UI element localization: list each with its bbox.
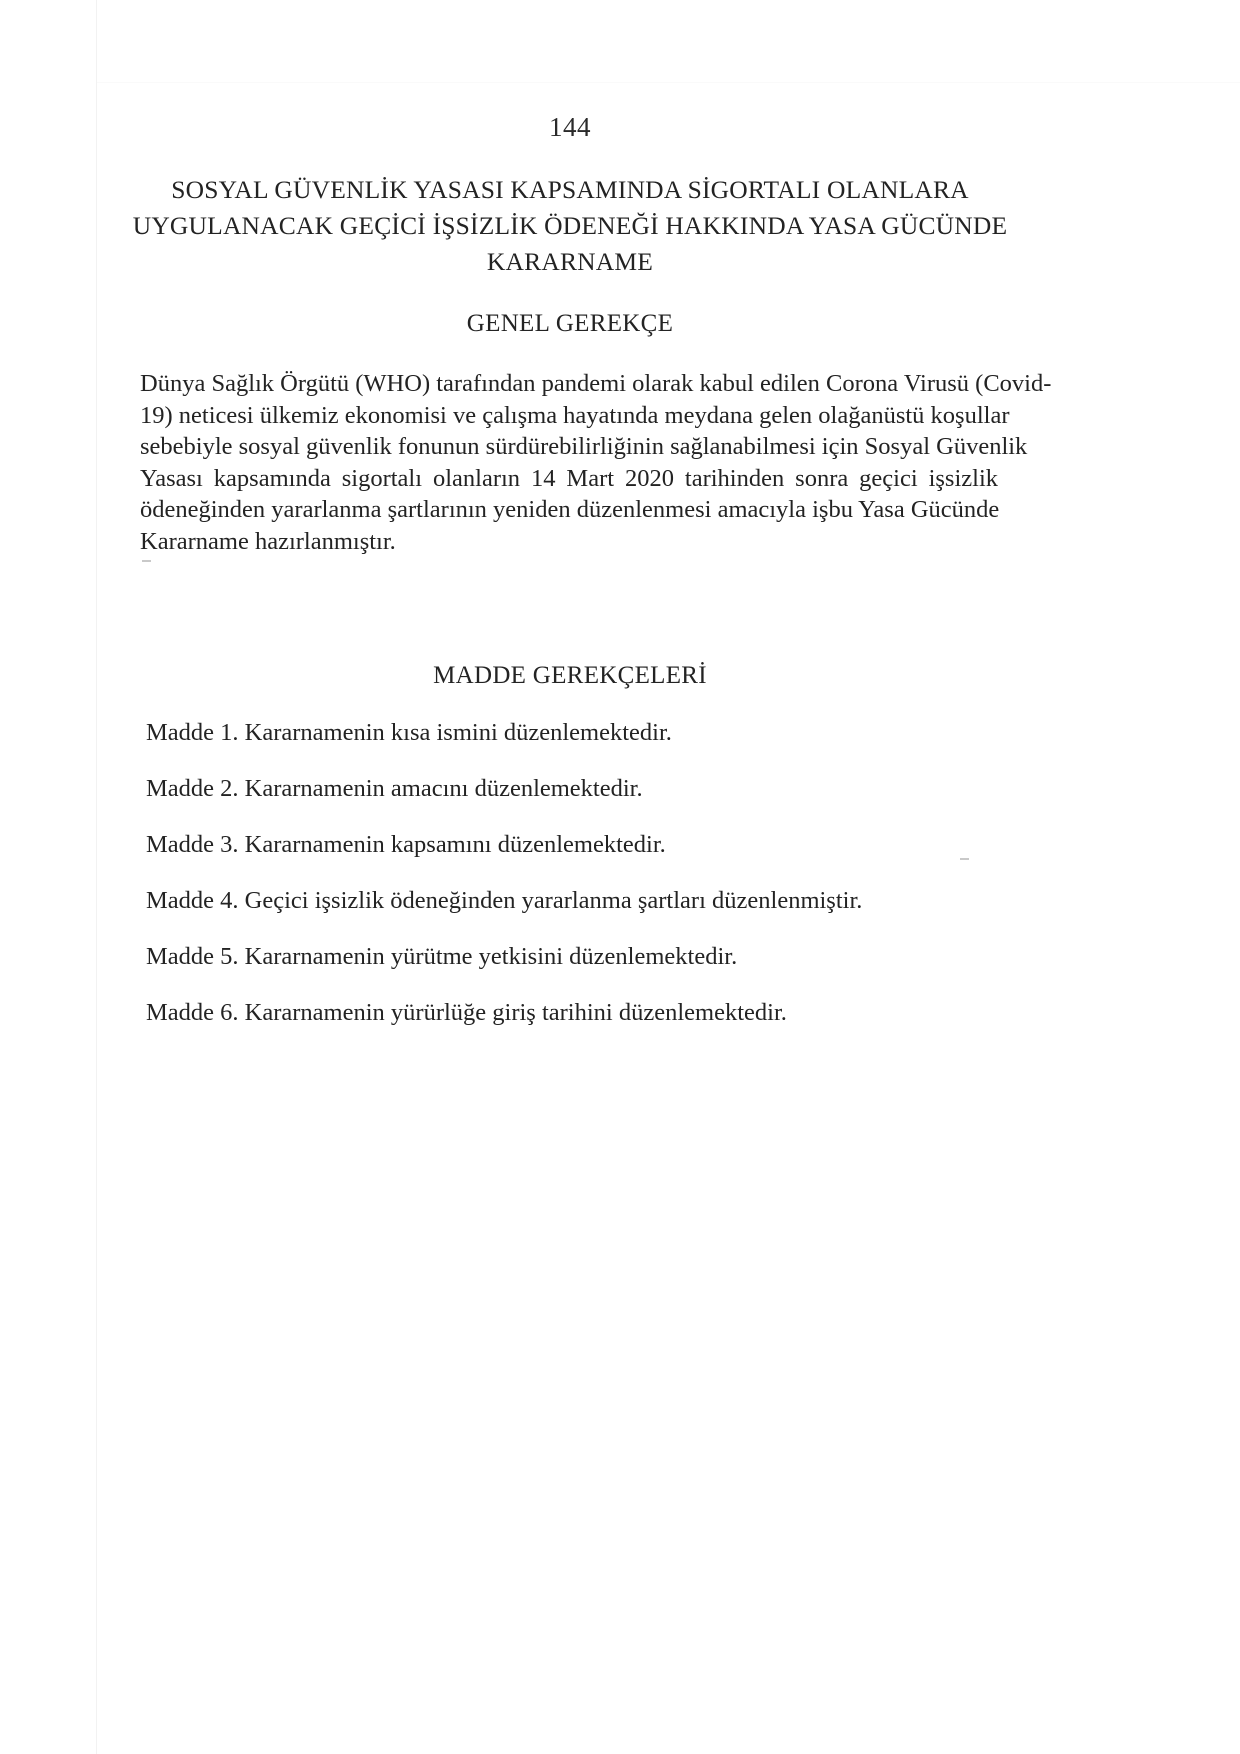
list-item: Madde 3. Kararnamenin kapsamını düzenlemektedir. [146, 831, 666, 858]
general-justification-paragraph [140, 368, 1052, 557]
document-title [130, 172, 1010, 280]
scan-artifact-mark [142, 560, 151, 562]
paragraph-line: sebebiyle sosyal güvenlik fonunun sürdürebilirliğinin sağlanabilmesi için Sosyal Güvenlik [140, 433, 1028, 460]
list-item: Madde 4. Geçici işsizlik ödeneğinden yararlanma şartları düzenlenmiştir. [146, 887, 863, 914]
list-item: Madde 5. Kararnamenin yürütme yetkisini düzenlemektedir. [146, 943, 738, 970]
scan-top-edge [0, 0, 1240, 83]
list-item: Madde 2. Kararnamenin amacını düzenlemektedir. [146, 775, 643, 802]
section-heading-madde-gerekceleri: MADDE GEREKÇELERİ [433, 662, 707, 689]
article-justification-list [146, 718, 1026, 1054]
paragraph-line: Yasası kapsamında sigortalı olanların 14 Mart 2020 tarihinden sonra geçici işsizlik [140, 464, 998, 492]
document-title-line-1: SOSYAL GÜVENLİK YASASI KAPSAMINDA SİGORTALI OLANLARA [171, 175, 969, 204]
paragraph-line: Dünya Sağlık Örgütü (WHO) tarafından pandemi olarak kabul edilen Corona Virusü (Covid- [140, 370, 1052, 397]
document-title-line-2: UYGULANACAK GEÇİCİ İŞSİZLİK ÖDENEĞİ HAKKINDA YASA GÜCÜNDE [132, 211, 1008, 240]
paragraph-line: 19) neticesi ülkemiz ekonomisi ve çalışma hayatında meydana gelen olağanüstü koşullar [140, 401, 1010, 429]
list-item: Madde 6. Kararnamenin yürürlüğe giriş tarihini düzenlemektedir. [146, 999, 787, 1026]
paragraph-line: Kararname hazırlanmıştır. [140, 527, 396, 555]
page-number: 144 [549, 112, 591, 142]
list-item: Madde 1. Kararnamenin kısa ismini düzenlemektedir. [146, 719, 672, 746]
scan-left-edge [0, 0, 97, 1754]
paragraph-line: ödeneğinden yararlanma şartlarının yeniden düzenlenmesi amacıyla işbu Yasa Gücünde [140, 496, 1000, 523]
section-heading-genel-gerekce: GENEL GEREKÇE [466, 310, 674, 337]
document-title-line-3: KARARNAME [486, 247, 654, 276]
